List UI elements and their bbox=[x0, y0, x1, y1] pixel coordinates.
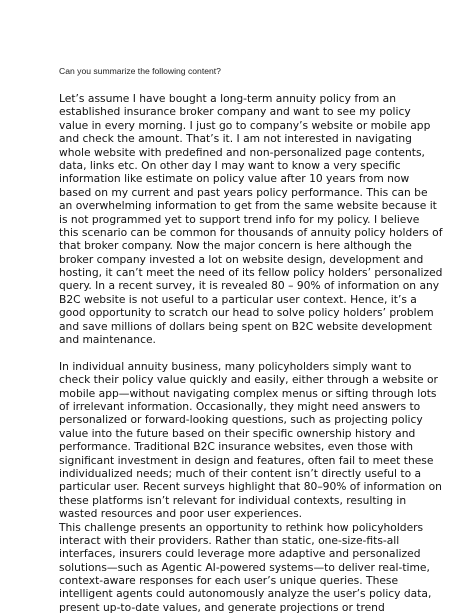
paragraph-3 bbox=[59, 521, 431, 614]
text-line: wasted resources and poor user experiences. bbox=[59, 507, 431, 520]
text-line: information like estimate on policy value after 10 years from now bbox=[59, 172, 431, 185]
text-line: performance. Traditional B2C insurance websites, even those with bbox=[59, 440, 431, 453]
text-line: This challenge presents an opportunity to rethink how policyholders bbox=[59, 521, 431, 534]
text-line: broker company invested a lot on website design, development and bbox=[59, 253, 431, 266]
text-line: that broker company. Now the major concern is here although the bbox=[59, 239, 431, 252]
text-line: value into the future based on their specific ownership history and bbox=[59, 427, 431, 440]
text-line: query. In a recent survey, it is revealed 80 – 90% of information on any bbox=[59, 279, 431, 292]
document-body bbox=[59, 92, 431, 614]
text-line: hosting, it can’t meet the need of its fellow policy holders’ personalized bbox=[59, 266, 431, 279]
text-line: present up-to-date values, and generate projections or trend bbox=[59, 601, 431, 614]
text-line: individualized needs; much of their content isn’t directly useful to a bbox=[59, 467, 431, 480]
paragraph-1 bbox=[59, 92, 431, 346]
text-line: interact with their providers. Rather than static, one-size-fits-all bbox=[59, 534, 431, 547]
text-line: whole website with predefined and non-personalized page contents, bbox=[59, 146, 431, 159]
question-text: Can you summarize the following content? bbox=[59, 66, 221, 76]
text-line: Let’s assume I have bought a long-term annuity policy from an bbox=[59, 92, 431, 105]
text-line: of irrelevant information. Occasionally, they might need answers to bbox=[59, 400, 431, 413]
text-line: an overwhelming information to get from the same website because it bbox=[59, 199, 431, 212]
text-line: and check the amount. That’s it. I am not interested in navigating bbox=[59, 132, 431, 145]
text-line: good opportunity to scratch our head to solve policy holders’ problem bbox=[59, 306, 431, 319]
text-line: these platforms isn’t relevant for individual contexts, resulting in bbox=[59, 494, 431, 507]
text-line: this scenario can be common for thousands of annuity policy holders of bbox=[59, 226, 431, 239]
paragraph-2 bbox=[59, 360, 431, 521]
text-line: context-aware responses for each user’s unique queries. These bbox=[59, 574, 431, 587]
text-line: personalized or forward-looking questions, such as projecting policy bbox=[59, 413, 431, 426]
text-line: intelligent agents could autonomously analyze the user’s policy data, bbox=[59, 587, 431, 600]
text-line: value in every morning. I just go to company’s website or mobile app bbox=[59, 119, 431, 132]
text-line: based on my current and past years policy performance. This can be bbox=[59, 186, 431, 199]
text-line: and save millions of dollars being spent on B2C website development bbox=[59, 320, 431, 333]
text-line: data, links etc. On other day I may want to know a very specific bbox=[59, 159, 431, 172]
text-line: In individual annuity business, many policyholders simply want to bbox=[59, 360, 431, 373]
text-line: mobile app—without navigating complex menus or sifting through lots bbox=[59, 387, 431, 400]
text-line: interfaces, insurers could leverage more adaptive and personalized bbox=[59, 547, 431, 560]
text-line: is not programmed yet to support trend info for my policy. I believe bbox=[59, 213, 431, 226]
text-line: significant investment in design and features, often fail to meet these bbox=[59, 454, 431, 467]
text-line: B2C website is not useful to a particular user context. Hence, it’s a bbox=[59, 293, 431, 306]
text-line: established insurance broker company and want to see my policy bbox=[59, 105, 431, 118]
paragraph-gap bbox=[59, 346, 431, 359]
text-line: solutions—such as Agentic AI-powered systems—to deliver real-time, bbox=[59, 561, 431, 574]
text-line: particular user. Recent surveys highlight that 80–90% of information on bbox=[59, 480, 431, 493]
text-line: and maintenance. bbox=[59, 333, 431, 346]
text-line: check their policy value quickly and easily, either through a website or bbox=[59, 373, 431, 386]
